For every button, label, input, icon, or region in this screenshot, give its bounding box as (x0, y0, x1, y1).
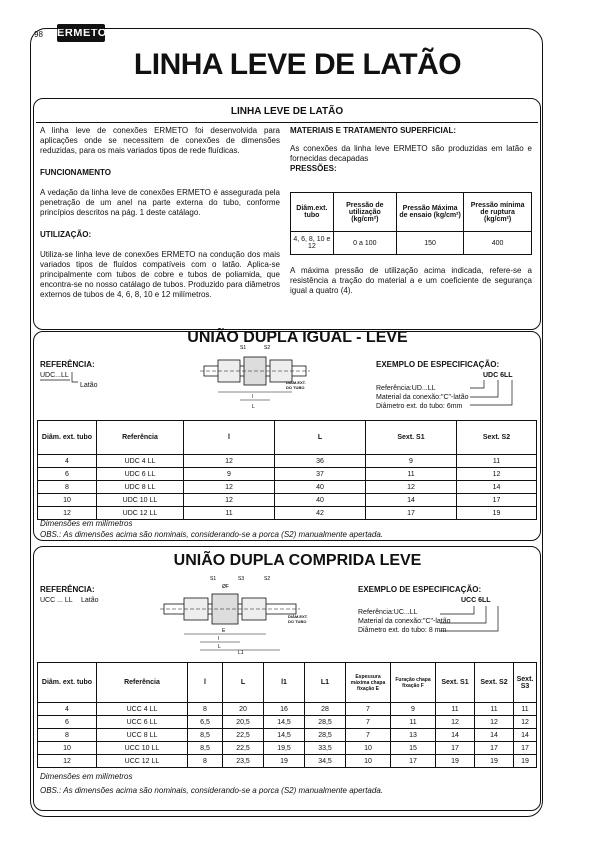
ucc-header: Diâm. ext. tubo (38, 663, 97, 703)
ucc-table-cell: 14 (475, 729, 514, 742)
ucc-table-cell: 10 (38, 742, 97, 755)
heading-utilizacao: UTILIZAÇÃO: (40, 230, 92, 239)
udc-label-s1: S1 (240, 345, 247, 351)
ucc-table-cell: 6,5 (188, 716, 223, 729)
ucc-spec-code: UCC 6LL (461, 597, 491, 604)
ucc-table-cell: 4 (38, 703, 97, 716)
ucc-spec-title: EXEMPLO DE ESPECIFICAÇÃO: (358, 585, 482, 594)
udc-label-diam: DIÂM.EXT. DO TUBO (286, 380, 306, 390)
ucc-table-cell: UCC 6 LL (97, 716, 188, 729)
udc-table-cell: 40 (275, 494, 366, 507)
udc-table-cell: 42 (275, 507, 366, 520)
udc-table (37, 420, 537, 520)
ucc-header: L1 (305, 663, 346, 703)
ucc-table-cell: 33,5 (305, 742, 346, 755)
ucc-label-L: L (218, 644, 221, 650)
udc-table-cell: 12 (184, 481, 275, 494)
ucc-table-cell: UCC 8 LL (97, 729, 188, 742)
udc-table-cell: 6 (38, 468, 97, 481)
udc-note-obs: OBS.: As dimensões acima são nominais, considerando-se a porca (S2) manualmente apertada. (40, 530, 383, 539)
ucc-table-cell: 22,5 (223, 729, 264, 742)
ucc-table-cell: 17 (514, 742, 537, 755)
udc-table-row (38, 494, 537, 507)
ucc-table-cell: 19 (475, 755, 514, 768)
ucc-table-cell: 23,5 (223, 755, 264, 768)
intro-left-column (40, 126, 280, 312)
ucc-table-cell: 8,5 (188, 729, 223, 742)
udc-label-s2: S2 (264, 345, 271, 351)
ucc-table-cell: 14 (514, 729, 537, 742)
udc-spec-line: Diâmetro ext. do tubo: 6mm (376, 403, 463, 410)
ucc-ref-label: REFERÊNCIA: (40, 585, 95, 594)
udc-table-body (38, 455, 537, 520)
intro-paragraph: A linha leve de conexões ERMETO foi desenvolvida para aplicações onde se necessitem de conexões de dimensões reduzidas, para os mais variados tipos de rede fluídicas. (40, 126, 280, 155)
pressure-cell: 4, 6, 8, 10 e 12 (291, 232, 334, 255)
udc-header: l (184, 421, 275, 455)
ucc-note-obs: OBS.: As dimensões acima são nominais, considerando-se a porca (S2) manualmente apertada. (40, 786, 383, 795)
ucc-table-cell: 12 (514, 716, 537, 729)
funcionamento-text: A vedação da linha leve de conexões ERMETO é assegurada pela penetração de um anel na parte externa do tubo, conforme princípios descritos na pág. 1 deste catálago. (40, 188, 280, 217)
ermeto-logo: ERMETO (57, 24, 105, 42)
ucc-label-s1: S1 (210, 576, 217, 582)
udc-header: Referência (97, 421, 184, 455)
ucc-header: Sext. S3 (514, 663, 537, 703)
udc-table-row (38, 481, 537, 494)
ucc-table-cell: 19,5 (264, 742, 305, 755)
ucc-label-diam: DIÂM.EXT. DO TUBO (288, 614, 308, 624)
ucc-table-cell: UCC 12 LL (97, 755, 188, 768)
udc-table-cell: 12 (366, 481, 457, 494)
udc-label-L: L (252, 404, 255, 410)
ucc-table-cell: 7 (346, 703, 391, 716)
pressure-header: Pressão de utilização (kg/cm²) (333, 193, 396, 232)
ucc-header: Furação chapa fixação F (391, 663, 436, 703)
page-number: 98 (34, 30, 43, 39)
ucc-table-cell: 11 (475, 703, 514, 716)
ucc-spec-line: Referência:UC...LL (358, 609, 418, 616)
ucc-table-row (38, 703, 537, 716)
udc-table-cell: 12 (184, 494, 275, 507)
ucc-table-cell: 8 (188, 703, 223, 716)
ucc-table-cell: 11 (391, 716, 436, 729)
udc-table-cell: 14 (457, 481, 537, 494)
ucc-table-cell: 9 (391, 703, 436, 716)
udc-ref-label: REFERÊNCIA: (40, 360, 95, 369)
udc-ref-bracket (40, 370, 100, 392)
ucc-table-cell: 17 (391, 755, 436, 768)
udc-table-row (38, 455, 537, 468)
ucc-table-cell: 11 (436, 703, 475, 716)
ucc-table-cell: 28 (305, 703, 346, 716)
ucc-table-cell: 12 (38, 755, 97, 768)
ucc-spec-line: Material da conexão:"C"-latão (358, 618, 451, 625)
ucc-table-cell: 34,5 (305, 755, 346, 768)
ucc-ref-material: Latão (81, 597, 99, 604)
udc-spec-title: EXEMPLO DE ESPECIFICAÇÃO: (376, 360, 500, 369)
ucc-spec-brackets (440, 604, 510, 634)
pressure-header: Diâm.ext. tubo (291, 193, 334, 232)
ucc-note-units: Dimensões em milímetros (40, 772, 133, 781)
udc-ref-code: UDC...LL (40, 372, 69, 379)
ucc-drawing (160, 572, 300, 654)
ucc-table-row (38, 742, 537, 755)
ucc-spec-line: Diâmetro ext. do tubo: 8 mm (358, 627, 447, 634)
udc-table-cell: 11 (184, 507, 275, 520)
ucc-header: l (188, 663, 223, 703)
pressure-table (290, 192, 532, 255)
ucc-table-row (38, 716, 537, 729)
ucc-title: UNIÃO DUPLA COMPRIDA LEVE (173, 552, 422, 569)
ucc-table-cell: 16 (264, 703, 305, 716)
ucc-table-cell: 8,5 (188, 742, 223, 755)
udc-table-cell: 40 (275, 481, 366, 494)
udc-table-row (38, 468, 537, 481)
ucc-table-cell: 10 (346, 742, 391, 755)
udc-title: UNIÃO DUPLA IGUAL - LEVE (187, 329, 408, 346)
udc-spec-line: Referência:UD...LL (376, 385, 436, 392)
udc-table-cell: 11 (366, 468, 457, 481)
ucc-table-cell: 20,5 (223, 716, 264, 729)
ucc-header-row (38, 663, 537, 703)
ucc-table-cell: 28,5 (305, 716, 346, 729)
ucc-table-cell: 19 (436, 755, 475, 768)
ucc-header: l1 (264, 663, 305, 703)
udc-header: Sext. S2 (457, 421, 537, 455)
ucc-table-cell: 28,5 (305, 729, 346, 742)
udc-table-cell: 10 (38, 494, 97, 507)
ucc-table-body (38, 703, 537, 768)
udc-table-cell: 36 (275, 455, 366, 468)
udc-table-cell: 12 (457, 468, 537, 481)
intro-divider (36, 122, 538, 123)
ucc-header: L (223, 663, 264, 703)
ucc-table-cell: 6 (38, 716, 97, 729)
ucc-table-cell: 15 (391, 742, 436, 755)
ucc-table-cell: 8 (38, 729, 97, 742)
udc-table-cell: 9 (366, 455, 457, 468)
pressure-row (291, 232, 532, 255)
ucc-table-cell: 20 (223, 703, 264, 716)
ucc-table-cell: 19 (264, 755, 305, 768)
ucc-table (37, 662, 537, 768)
udc-label-l: l (252, 394, 254, 400)
udc-table-cell: 14 (366, 494, 457, 507)
ucc-table-row (38, 755, 537, 768)
ucc-table-cell: 14 (436, 729, 475, 742)
udc-header: Sext. S1 (366, 421, 457, 455)
ucc-table-cell: 17 (475, 742, 514, 755)
pressure-note: A máxima pressão de utilização acima indicada, refere-se a resistência a tração do material a e um coeficiente de segurança igual a quatro (4). (290, 266, 532, 295)
udc-table-cell: 8 (38, 481, 97, 494)
ucc-table-cell: 22,5 (223, 742, 264, 755)
page-title: LINHA LEVE DE LATÃO (133, 48, 462, 81)
udc-table-cell: 12 (38, 507, 97, 520)
udc-table-row (38, 507, 537, 520)
ucc-table-cell: UCC 10 LL (97, 742, 188, 755)
udc-table-cell: 9 (184, 468, 275, 481)
udc-table-cell: UDC 4 LL (97, 455, 184, 468)
ucc-label-L1: L1 (238, 650, 244, 654)
ucc-table-cell: 11 (514, 703, 537, 716)
udc-spec-code: UDC 6LL (483, 372, 513, 379)
pressure-header-row (291, 193, 532, 232)
ucc-table-cell: 19 (514, 755, 537, 768)
udc-table-cell: 12 (184, 455, 275, 468)
ucc-table-cell: 13 (391, 729, 436, 742)
udc-table-cell: 17 (457, 494, 537, 507)
ucc-header: Sext. S2 (475, 663, 514, 703)
udc-table-cell: 4 (38, 455, 97, 468)
pressure-header: Pressão mínima de ruptura (kg/cm²) (464, 193, 532, 232)
ucc-table-cell: UCC 4 LL (97, 703, 188, 716)
udc-table-cell: 17 (366, 507, 457, 520)
ucc-table-cell: 17 (436, 742, 475, 755)
intro-title: LINHA LEVE DE LATÃO (230, 106, 344, 117)
ucc-label-s2: S2 (264, 576, 271, 582)
udc-spec-brackets (470, 378, 530, 408)
udc-table-cell: 37 (275, 468, 366, 481)
pressure-cell: 0 a 100 (333, 232, 396, 255)
udc-table-cell: UDC 8 LL (97, 481, 184, 494)
udc-spec-line: Material da conexão:"C"-latão (376, 394, 469, 401)
intro-right-column (290, 126, 532, 174)
pressure-cell: 400 (464, 232, 532, 255)
udc-table-cell: UDC 6 LL (97, 468, 184, 481)
ucc-label-s3: S3 (238, 576, 245, 582)
ucc-label-l: l (218, 636, 220, 642)
ucc-spec-lines (358, 608, 451, 635)
ucc-table-row (38, 729, 537, 742)
udc-table-cell: UDC 10 LL (97, 494, 184, 507)
udc-ref-material: Latão (80, 382, 98, 389)
ucc-header: Sext. S1 (436, 663, 475, 703)
udc-header: Diâm. ext. tubo (38, 421, 97, 455)
utilizacao-text: Utiliza-se linha leve de conexões ERMETO na condução dos mais variados tipos de fluídos compatíveis com o latão. Aplica-se principalmente com tubos de cobre e tubos de poliamida, que encontra-se no nosso catálago de tubos. Produzido para diâmetros externos de tubos de 4, 6, 8, 10 e 12 milímetros. (40, 250, 280, 299)
udc-drawing (200, 340, 310, 412)
udc-table-cell: 11 (457, 455, 537, 468)
ucc-table-cell: 14,5 (264, 716, 305, 729)
udc-spec-lines (376, 384, 469, 411)
ucc-table-cell: 8 (188, 755, 223, 768)
ucc-table-cell: 10 (346, 755, 391, 768)
udc-note-units: Dimensões em milímetros (40, 519, 133, 528)
udc-header: L (275, 421, 366, 455)
ucc-table-cell: 14,5 (264, 729, 305, 742)
ucc-ref-code: UCC ... LL (40, 597, 73, 604)
ucc-table-cell: 12 (436, 716, 475, 729)
udc-table-cell: UDC 12 LL (97, 507, 184, 520)
heading-pressoes: PRESSÕES: (290, 164, 337, 173)
ucc-table-cell: 12 (475, 716, 514, 729)
heading-materiais: MATERIAIS E TRATAMENTO SUPERFICIAL: (290, 126, 457, 135)
heading-funcionamento: FUNCIONAMENTO (40, 168, 111, 177)
pressure-header: Pressão Máxima de ensaio (kg/cm²) (396, 193, 463, 232)
ucc-label-f: ØF (222, 584, 229, 590)
ucc-header: Espessura máxima chapa fixação E (346, 663, 391, 703)
pressure-cell: 150 (396, 232, 463, 255)
materiais-text: As conexões da linha leve ERMETO são produzidas em latão e fornecidas decapadas (290, 144, 532, 163)
ucc-label-e: E (222, 628, 226, 634)
ucc-header: Referência (97, 663, 188, 703)
ucc-table-cell: 7 (346, 716, 391, 729)
ucc-table-cell: 7 (346, 729, 391, 742)
udc-header-row (38, 421, 537, 455)
udc-table-cell: 19 (457, 507, 537, 520)
